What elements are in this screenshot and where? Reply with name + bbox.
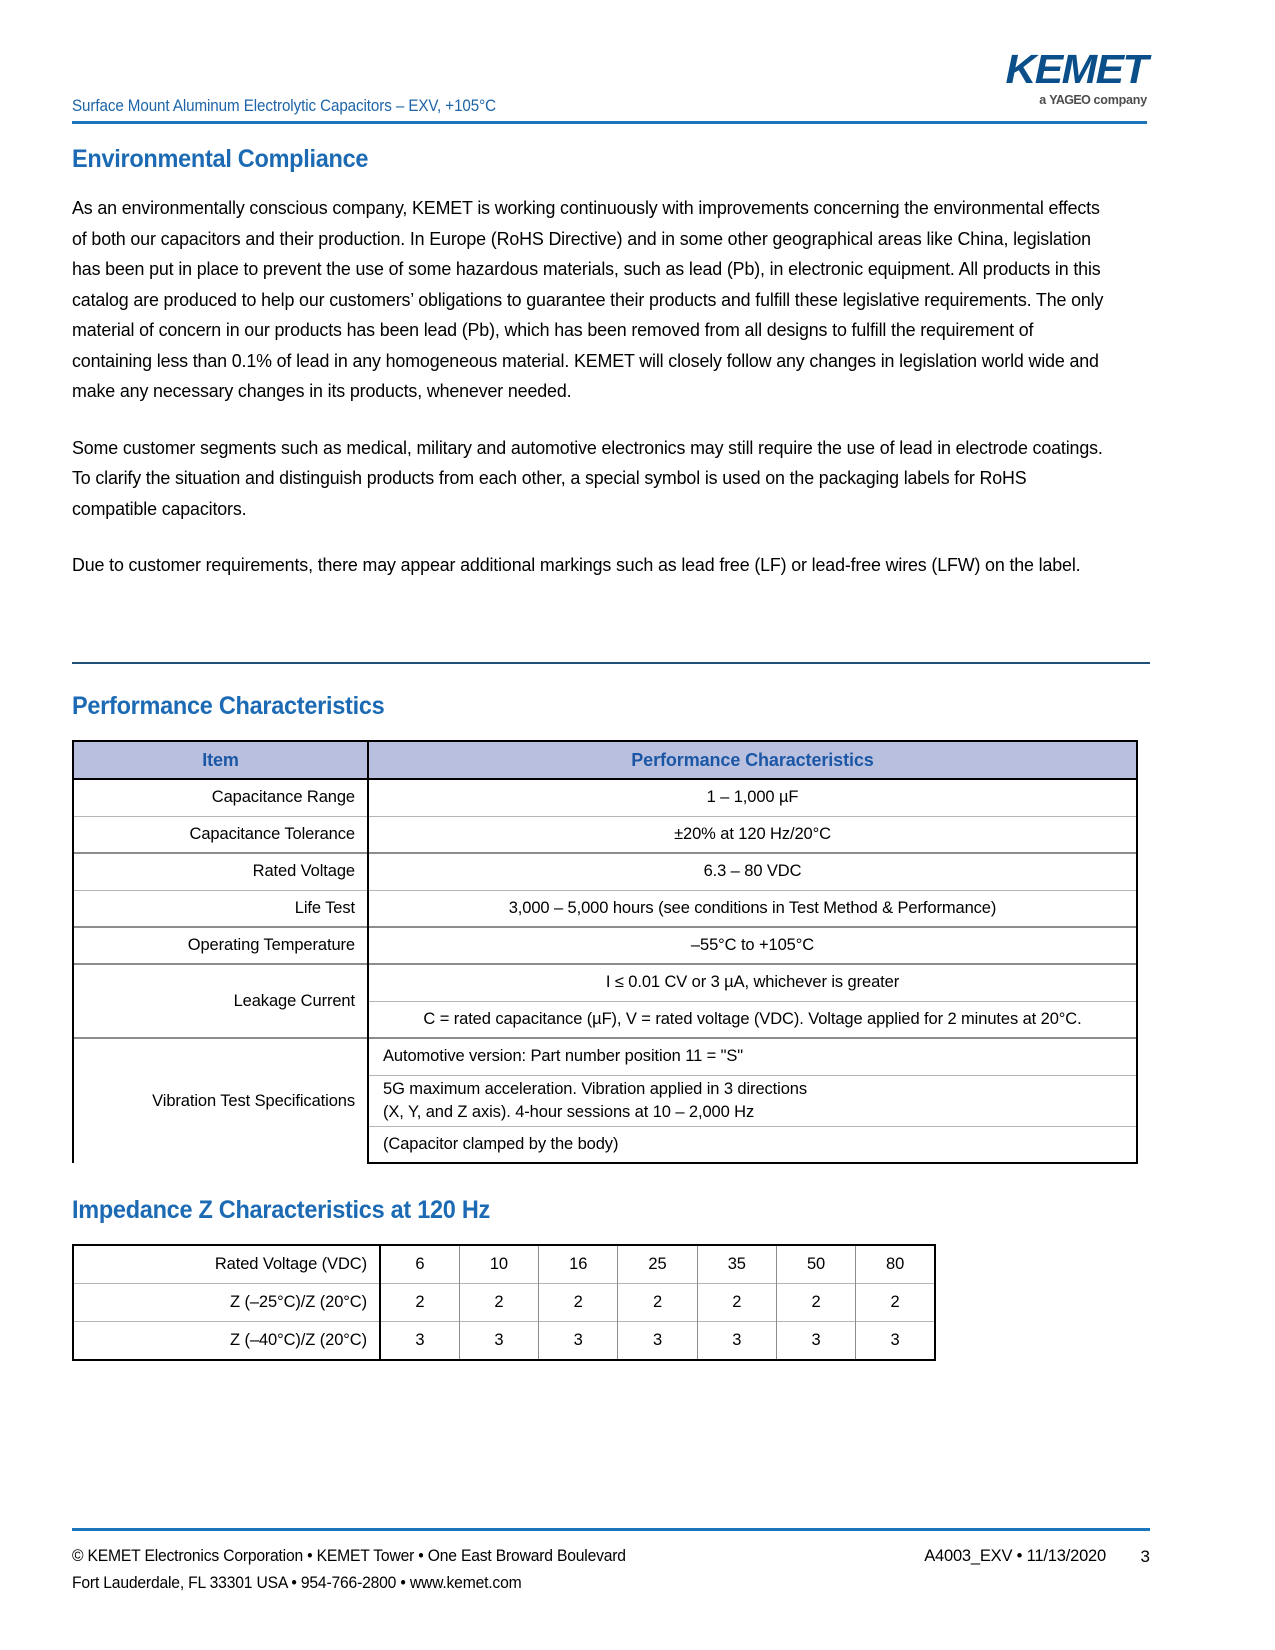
row-value: 2	[539, 1284, 618, 1322]
row-value: 3,000 – 5,000 hours (see conditions in Test Method & Performance)	[368, 890, 1137, 927]
row-value: 2	[856, 1284, 935, 1322]
table-row	[73, 927, 1137, 964]
row-label: Z (–25°C)/Z (20°C)	[73, 1284, 380, 1322]
column-header-item: Item	[73, 741, 368, 779]
footer-line-1: © KEMET Electronics Corporation • KEMET Tower • One East Broward Boulevard	[72, 1547, 626, 1565]
row-value: 80	[886, 1255, 905, 1273]
performance-characteristics-section	[72, 692, 1150, 1164]
table-row	[73, 853, 1137, 890]
environmental-paragraph-3: Due to customer requirements, there may appear additional markings such as lead free (LF) or lead-free wires (LFW) on the label.	[72, 554, 1081, 575]
table-row	[73, 1322, 935, 1361]
table-row	[73, 964, 1137, 1001]
section-divider	[72, 662, 1150, 664]
row-value: Automotive version: Part number position 11 = "S"	[368, 1038, 1137, 1075]
footer-line-2: Fort Lauderdale, FL 33301 USA • 954-766-2800 • www.kemet.com	[72, 1574, 522, 1592]
vibration-line-1: 5G maximum acceleration. Vibration applied in 3 directions	[383, 1079, 808, 1098]
row-value: 2	[697, 1284, 776, 1322]
row-value: 2	[459, 1284, 538, 1322]
footer-content	[72, 1543, 1150, 1597]
row-label: Leakage Current	[73, 964, 368, 1038]
performance-table-body	[73, 779, 1137, 1163]
row-value: I ≤ 0.01 CV or 3 µA, whichever is greater	[368, 964, 1137, 1001]
row-value: 35	[697, 1245, 776, 1284]
row-value: 3	[539, 1322, 618, 1361]
row-label: Capacitance Range	[73, 779, 368, 816]
tagline-brand: YAGEO	[1049, 93, 1091, 107]
page-footer	[72, 1528, 1150, 1597]
header-rule	[72, 121, 1147, 124]
page-header	[72, 46, 1147, 130]
row-label: Z (–40°C)/Z (20°C)	[73, 1322, 380, 1361]
performance-table-header	[73, 741, 1137, 779]
row-value: 2	[380, 1284, 459, 1322]
table-row	[73, 816, 1137, 853]
row-label: Capacitance Tolerance	[73, 816, 368, 853]
row-value: 3	[459, 1322, 538, 1361]
table-header-row	[73, 741, 1137, 779]
yageo-tagline	[931, 93, 1147, 107]
impedance-table	[72, 1244, 936, 1361]
kemet-logo	[931, 48, 1147, 110]
row-value: 3	[856, 1322, 935, 1361]
footer-page-number: 3	[1140, 1547, 1150, 1566]
column-header-performance: Performance Characteristics	[368, 741, 1137, 779]
row-value: 1 – 1,000 µF	[368, 779, 1137, 816]
table-row	[73, 1038, 1137, 1075]
row-label: Operating Temperature	[73, 927, 368, 964]
environmental-compliance-section	[72, 145, 1150, 581]
footer-rule	[72, 1528, 1150, 1531]
row-value: 6.3 – 80 VDC	[368, 853, 1137, 890]
row-label: Rated Voltage (VDC)	[73, 1245, 380, 1284]
environmental-paragraph-1: As an environmentally conscious company, KEMET is working continuously with improvements concerning the environmental effects of both our capacitors and their production. In Europe (RoHS Directive) and in some other geographical areas like China, legislation has been put in place to prevent the use of some hazardous materials, such as lead (Pb), in electronic equipment. All products in this catalog are produced to help our customers’ obligations to guarantee their products and fulfill these legislative requirements. The only material of concern in our products has been lead (Pb), which has been removed from all designs to fulfill the requirement of containing less than 0.1% of lead in any homogeneous material. KEMET will closely follow any changes in legislation world wide and make any necessary changes in its products, whenever needed.	[72, 197, 1104, 401]
kemet-wordmark: KEMET	[1005, 46, 1147, 92]
tagline-prefix: a	[1039, 93, 1050, 107]
footer-doc-id: A4003_EXV • 11/13/2020	[924, 1547, 1106, 1565]
row-value: 2	[618, 1284, 697, 1322]
row-value: 3	[618, 1322, 697, 1361]
vibration-line-2: (X, Y, and Z axis). 4-hour sessions at 10 – 2,000 Hz	[383, 1102, 755, 1121]
row-label: Life Test	[73, 890, 368, 927]
row-label: Vibration Test Specifications	[73, 1038, 368, 1163]
environmental-paragraph-2: Some customer segments such as medical, military and automotive electronics may still require the use of lead in electrode coatings. To clarify the situation and distinguish products from each other, a special symbol is used on the packaging labels for RoHS compatible capacitors.	[72, 436, 1103, 519]
footer-address	[72, 1543, 626, 1597]
row-value: (Capacitor clamped by the body)	[368, 1126, 1137, 1163]
environmental-heading: Environmental Compliance	[72, 145, 369, 173]
impedance-heading: Impedance Z Characteristics at 120 Hz	[72, 1196, 490, 1224]
row-value: 3	[776, 1322, 855, 1361]
row-label: Rated Voltage	[73, 853, 368, 890]
row-value: C = rated capacitance (µF), V = rated voltage (VDC). Voltage applied for 2 minutes at 20°C.	[368, 1001, 1137, 1038]
row-value: –55°C to +105°C	[368, 927, 1137, 964]
row-value: 16	[539, 1245, 618, 1284]
table-row	[73, 1284, 935, 1322]
row-value: 3	[697, 1322, 776, 1361]
table-row	[73, 890, 1137, 927]
row-value: 25	[618, 1245, 697, 1284]
row-value: 6	[380, 1245, 459, 1284]
impedance-section	[72, 1196, 1150, 1361]
performance-heading: Performance Characteristics	[72, 692, 385, 720]
tagline-suffix: company	[1090, 93, 1147, 107]
performance-table	[72, 740, 1138, 1164]
table-row	[73, 779, 1137, 816]
row-value: 3	[380, 1322, 459, 1361]
row-value: 50	[776, 1245, 855, 1284]
header-title: Surface Mount Aluminum Electrolytic Capacitors – EXV, +105°C	[72, 97, 496, 115]
row-value: ±20% at 120 Hz/20°C	[368, 816, 1137, 853]
table-row	[73, 1245, 935, 1284]
row-value: 2	[776, 1284, 855, 1322]
impedance-table-body	[73, 1245, 935, 1360]
row-value: 10	[459, 1245, 538, 1284]
row-value	[368, 1075, 1137, 1126]
